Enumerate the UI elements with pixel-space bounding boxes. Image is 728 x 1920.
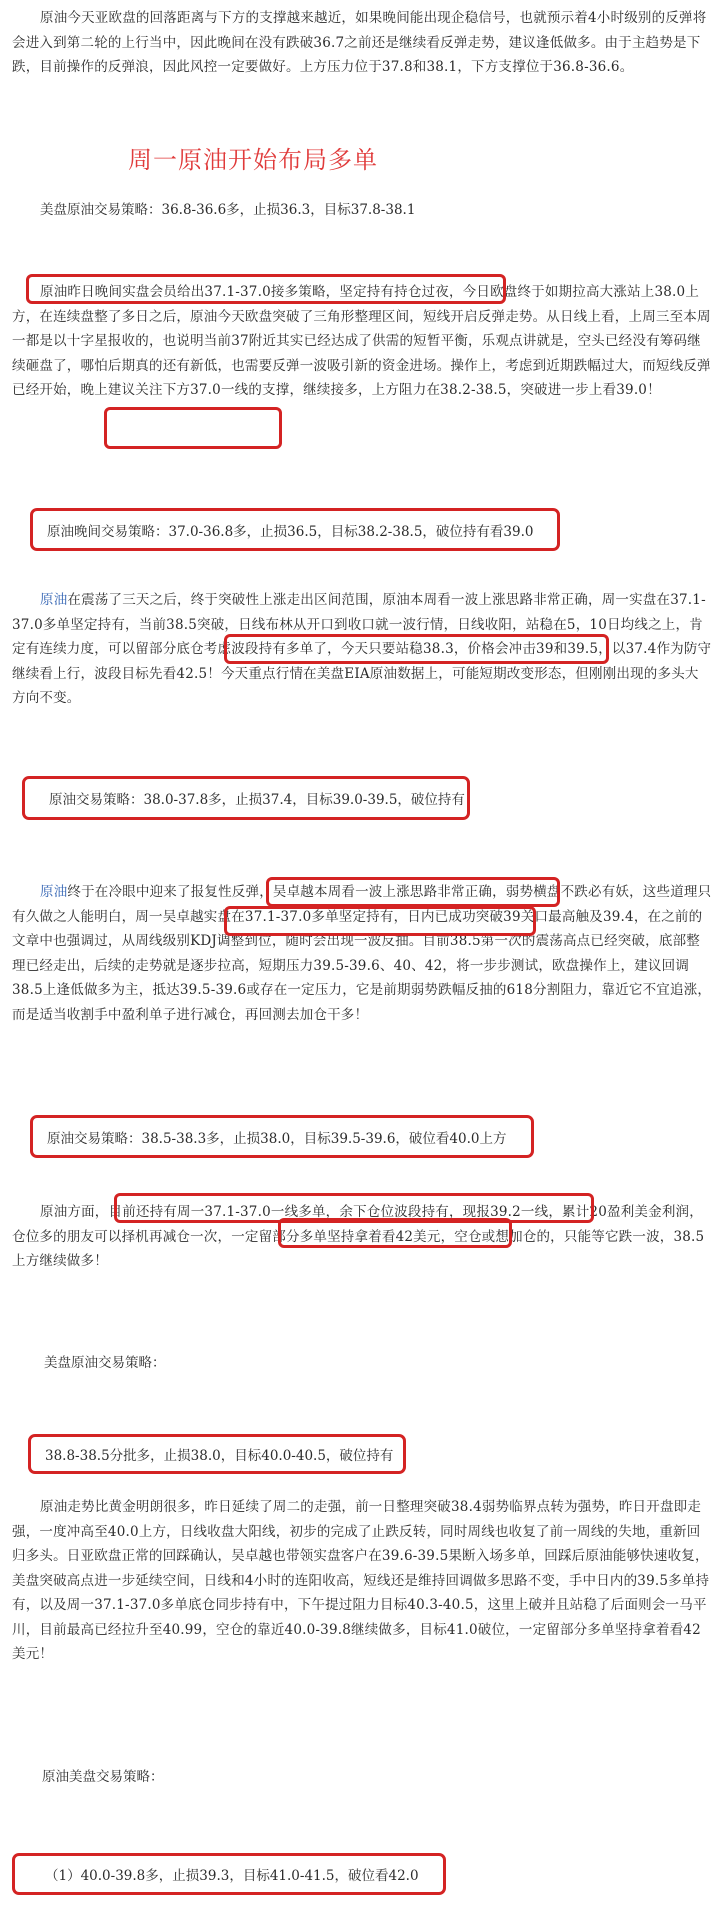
analysis-paragraph-6: 原油走势比黄金明朗很多，昨日延续了周二的走强，前一日整理突破38.4弱势临界点转为强势，昨日开盘即走强，一度冲高至40.0上方，日线收盘大阳线，初步的完成了止跌反转，同时周线也收复了前一周线的失地，重新回归多头。日亚欧盘正常的回踩确认，吴卓越也带领实盘客户在39.6-39.5果断入场多单，回踩后原油能够快速收复，美盘突破高点进一步延续空间，日线和4小时的连阳收高，短线还是维持回调做多思路不变，手中日内的39.5多单持有，以及周一37.1-37.0多单底仓同步持有中，下午提过阻力目标40.3-40.5，这里上破并且站稳了后面则会一马平川，目前最高已经拉升至40.99，空仓的靠近40.0-39.8继续做多，目标41.0破位，一定留部分多单坚持拿着看42美元！: [12, 1499, 710, 1662]
analysis-paragraph-4: [12, 880, 712, 1027]
strategy-box-6: [12, 1853, 446, 1895]
highlight-box: [104, 407, 282, 449]
strategy-label-us-session-2: 原油美盘交易策略：: [42, 1769, 164, 1785]
crude-oil-link[interactable]: 原油: [40, 592, 68, 608]
strategy-3-text: 原油交易策略：38.0-37.8多，止损37.4，目标39.0-39.5，破位持有: [49, 792, 465, 808]
strategy-6-text: （1）40.0-39.8多，止损39.3，目标41.0-41.5，破位看42.0: [45, 1868, 419, 1884]
strategy-us-session-1: 美盘原油交易策略：36.8-36.6多，止损36.3，目标37.8-38.1: [40, 202, 416, 218]
analysis-paragraph-3: [12, 588, 712, 711]
strategy-box-5: [28, 1434, 406, 1474]
strategy-label-us-session: 美盘原油交易策略：: [44, 1355, 166, 1371]
intro-paragraph: 原油今天亚欧盘的回落距离与下方的支撑越来越近，如果晚间能出现企稳信号，也就预示着4小时级别的反弹将会进入到第二轮的上行当中，因此晚间在没有跌破36.7之前还是继续看反弹走势，建议逢低做多。由于主趋势是下跌，目前操作的反弹浪，因此风控一定要做好。上方压力位于37.8和38.1，下方支撑位于36.8-36.6。: [12, 10, 707, 75]
strategy-box-4: [30, 1115, 534, 1158]
analysis-paragraph-3-text: 在震荡了三天之后，终于突破性上涨走出区间范围，原油本周看一波上涨思路非常正确，周一实盘在37.1-37.0多单坚定持有，当前38.5突破，日线布林从开口到收口就一波行情，日线收阳，站稳在5，10日均线之上，肯定有连续力度，可以留部分底仓考虑波段持有多单了，今天只要站稳38.3，价格会冲击39和39.5，以37.4作为防守继续看上行，波段目标先看42.5！今天重点行情在美盘EIA原油数据上，可能短期改变形态，但刚刚出现的多头大方向不变。: [12, 592, 712, 706]
strategy-evening-text: 原油晚间交易策略：37.0-36.8多，止损36.5，目标38.2-38.5，破位持有看39.0: [47, 523, 534, 540]
analysis-paragraph-5: 原油方面，目前还持有周一37.1-37.0一线多单，余下仓位波段持有，现报39.2一线，累计20盈利美金利润，仓位多的朋友可以择机再减仓一次，一定留部分多单坚持拿着看42美元，空仓或想加仓的，只能等它跌一波，38.5上方继续做多！: [12, 1204, 705, 1269]
strategy-box-evening: [30, 508, 560, 551]
analysis-paragraph-2: 原油昨日晚间实盘会员给出37.1-37.0接多策略，坚定持有持仓过夜，今日欧盘终于如期拉高大涨站上38.0上方，在连续盘整了多日之后，原油今天欧盘突破了三角形整理区间，短线开启反弹走势。从日线上看，上周三至本周一都是以十字星报收的，也说明当前37附近其实已经达成了供需的短暂平衡，乐观点讲就是，空头已经没有筹码继续砸盘了，哪怕后期真的还有新低，也需要反弹一波吸引新的资金进场。操作上，考虑到近期跌幅过大，而短线反弹已经开始，晚上建议关注下方37.0一线的支撑，继续接多，上方阻力在38.2-38.5，突破进一步上看39.0！: [12, 284, 711, 398]
page-title: 周一原油开始布局多单: [128, 146, 378, 174]
crude-oil-link[interactable]: 原油: [40, 884, 68, 900]
strategy-box-3: [22, 776, 470, 820]
strategy-4-text: 原油交易策略：38.5-38.3多，止损38.0，目标39.5-39.6，破位看40.0上方: [47, 1130, 507, 1147]
analysis-paragraph-4-text: 终于在冷眼中迎来了报复性反弹，吴卓越本周看一波上涨思路非常正确，弱势横盘不跌必有妖，这些道理只有久做之人能明白，周一吴卓越实盘在37.1-37.0多单坚定持有，日内已成功突破39关口最高触及39.4，在之前的文章中也强调过，从周线级别KDJ调整到位，随时会出现一波反抽。目前38.5第一次的震荡高点已经突破，底部整理已经走出，后续的走势就是逐步拉高，短期压力39.5-39.6、40、42，将一步步测试，欧盘操作上，建议回调38.5上逢低做多为主，抵达39.5-39.6或存在一定压力，它是前期弱势跌幅反抽的618分割阻力，靠近它不宜追涨，而是适当收割手中盈利单子进行减仓，再回测去加仓干多！: [12, 884, 712, 1023]
strategy-5-text: 38.8-38.5分批多，止损38.0，目标40.0-40.5，破位持有: [45, 1448, 394, 1464]
